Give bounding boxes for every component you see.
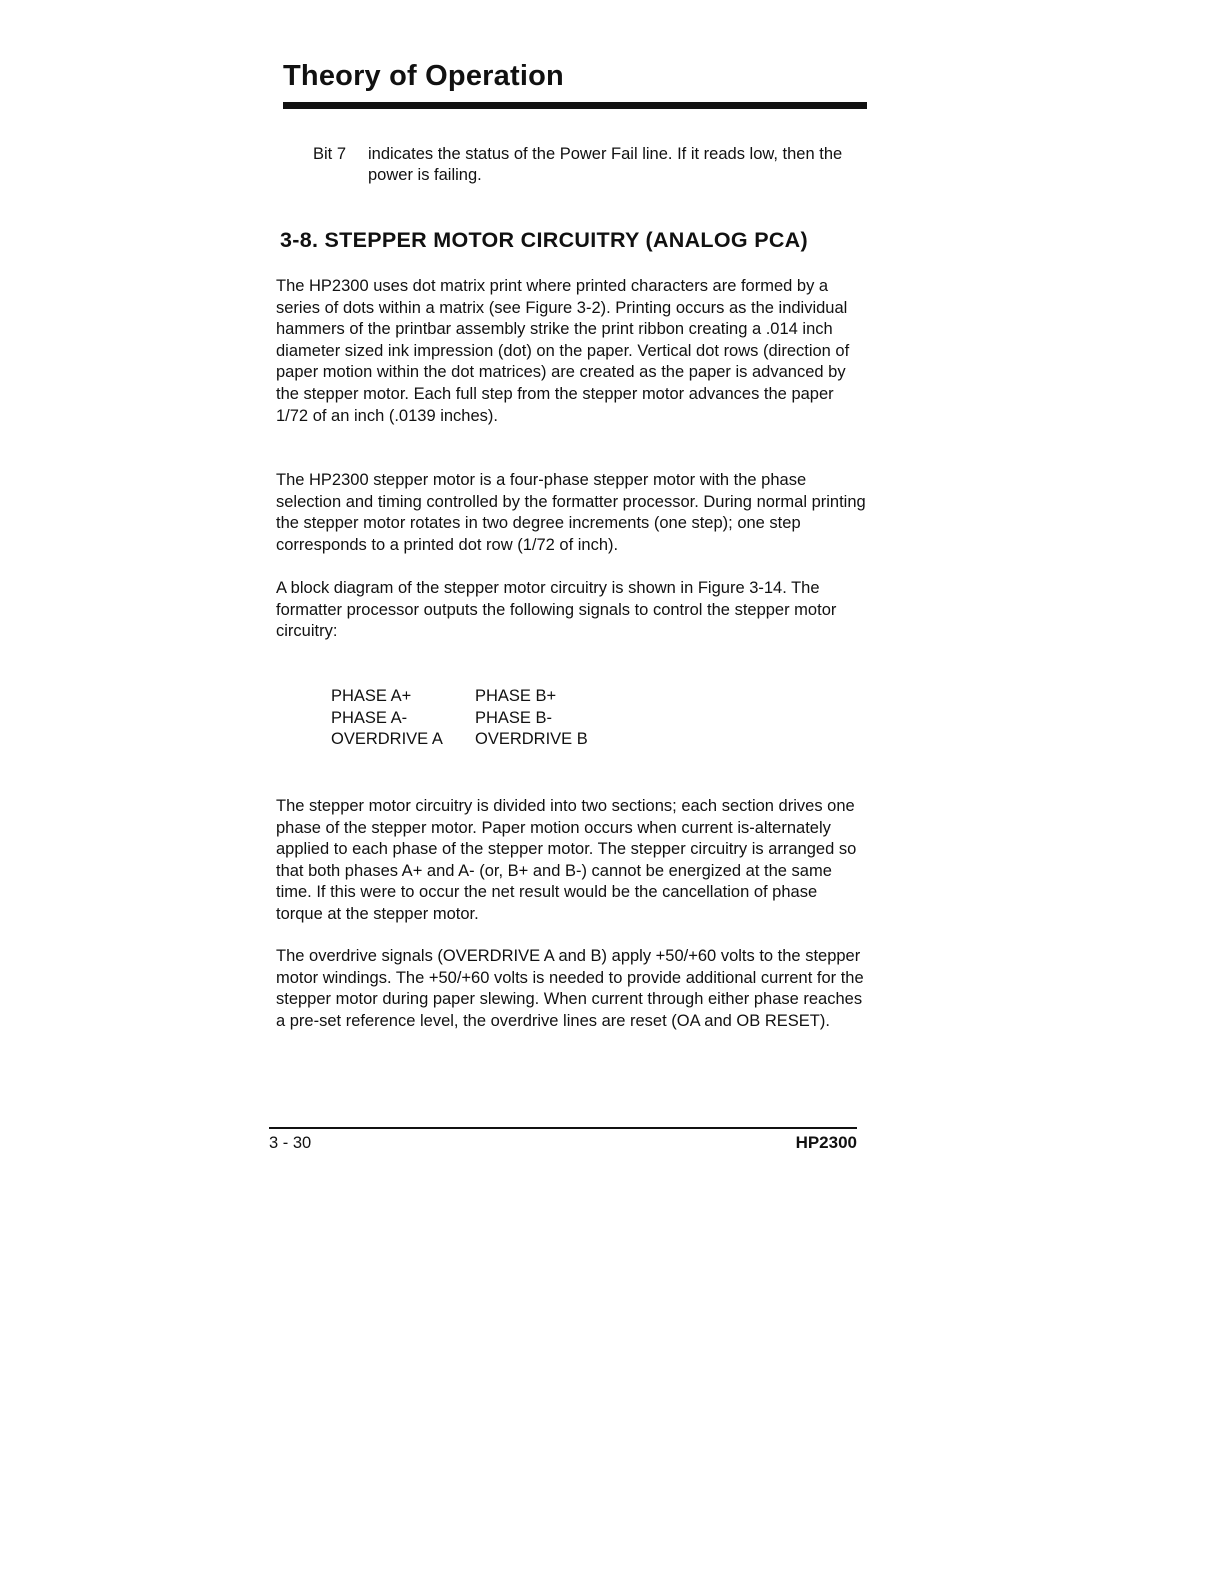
page-number: 3 - 30 [269, 1134, 312, 1152]
header-rule [283, 102, 867, 109]
signal-overdrive-b: OVERDRIVE B [475, 730, 588, 748]
signal-row [331, 686, 588, 708]
paragraph-circuit-sections: The stepper motor circuitry is divided into two sections; each section drives one phase of the stepper motor. Paper motion occurs when current is-alternately applied to each phase of the stepper motor. The stepper circuitry is arranged so that both phases A+ and A- (or, B+ and B-) cannot be energized at the same time. If this were to occur the net result would be the cancellation of phase torque at the stepper motor. [276, 797, 857, 923]
signal-phase-a-minus: PHASE A- [331, 708, 408, 727]
signal-row [331, 708, 588, 730]
signal-overdrive-a: OVERDRIVE A [331, 730, 443, 748]
section-heading: 3-8. STEPPER MOTOR CIRCUITRY (ANALOG PCA) [280, 228, 808, 252]
signal-phase-a-plus: PHASE A+ [331, 687, 412, 705]
paragraph-block-diagram: A block diagram of the stepper motor circuitry is shown in Figure 3-14. The formatter processor outputs the following signals to control the stepper motor circuitry: [276, 579, 837, 641]
paragraph-dot-matrix: The HP2300 uses dot matrix print where printed characters are formed by a series of dots within a matrix (see Figure 3-2). Printing occurs as the individual hammers of the printbar assembly strike the print ribbon creating a .014 inch diameter sized ink impression (dot) on the paper. Vertical dot rows (direction of paper motion within the dot matrices) are created as the paper is advanced by the stepper motor. Each full step from the stepper motor advances the paper 1/72 of an inch (.0139 inches). [276, 277, 850, 425]
footer-rule [269, 1127, 857, 1129]
paragraph-overdrive: The overdrive signals (OVERDRIVE A and B) apply +50/+60 volts to the stepper motor windings. The +50/+60 volts is needed to provide additional current for the stepper motor during paper slewing. When current through either phase reaches a pre-set reference level, the overdrive lines are reset (OA and OB RESET). [276, 947, 864, 1030]
product-name: HP2300 [795, 1133, 857, 1152]
bit7-label: Bit 7 [313, 145, 347, 163]
page-header-title: Theory of Operation [283, 60, 564, 92]
signal-phase-b-minus: PHASE B- [475, 708, 553, 727]
signal-phase-b-plus: PHASE B+ [475, 687, 557, 705]
signal-list [331, 686, 588, 751]
signal-row [331, 729, 588, 751]
paragraph-stepper-motor: The HP2300 stepper motor is a four-phase stepper motor with the phase selection and timing controlled by the formatter processor. During normal printing the stepper motor rotates in two degree increments (one step); one step corresponds to a printed dot row (1/72 of inch). [276, 471, 866, 554]
bit7-text: indicates the status of the Power Fail line. If it reads low, then the power is failing. [368, 145, 843, 184]
